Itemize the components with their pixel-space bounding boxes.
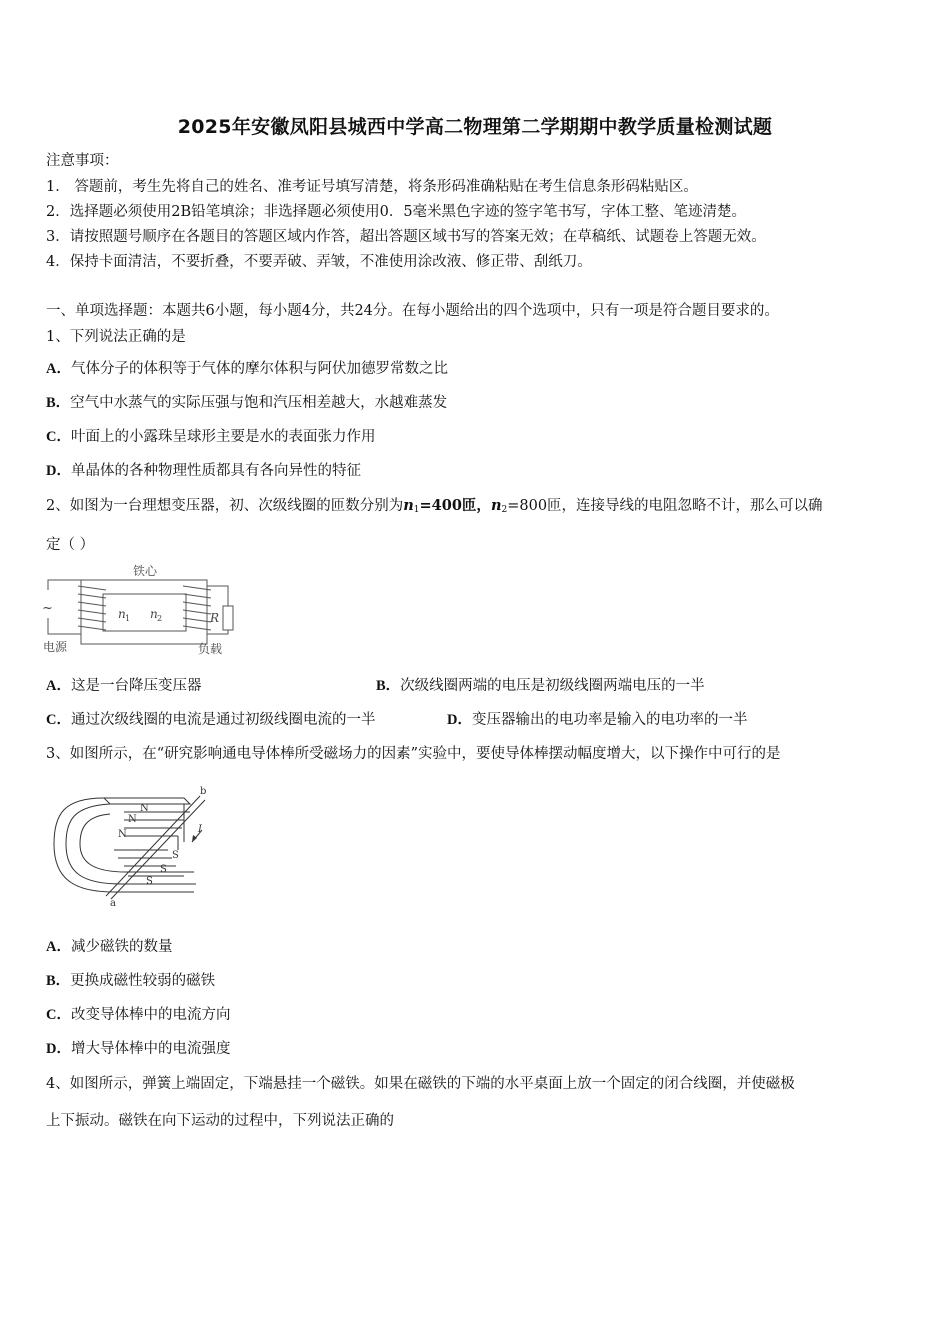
pole-label-n1: N [140,803,149,814]
q2-stem-line2: 定（ ） [46,537,95,553]
primary-wire-top [48,580,81,590]
notice-item-2: 2．选择题必须使用2B铅笔填涂；非选择题必须使用0．5毫米黑色字迹的签字笔书写，字体工整、笔迹清楚。 [46,204,747,220]
secondary-wire-top [207,586,228,606]
pole-label-n3: N [118,829,127,840]
n1-label: n [118,607,126,621]
pole-label-s2: S [160,864,167,875]
load-label: 负载 [198,642,223,656]
q1-option-d [46,461,361,481]
option-letter: D． [46,1041,71,1057]
q2-stem-line1 [46,496,823,520]
option-text: 减少磁铁的数量 [70,939,173,955]
iron-core-inner [103,594,186,631]
pole-label-s3: S [146,876,153,887]
source-label: 电源 [43,640,68,654]
q2-n2: n [490,497,502,514]
q3-option-b [46,971,215,991]
section-heading: 一、单项选择题：本题共6小题，每小题4分，共24分。在每小题给出的四个选项中，只有一项是符合题目要求的。 [46,303,779,319]
option-letter: C． [46,712,71,728]
primary-wire-bottom [48,618,81,634]
transformer-figure [40,562,240,660]
q3-option-d [46,1039,230,1059]
option-text: 气体分子的体积等于气体的摩尔体积与阿伏加德罗常数之比 [70,361,448,377]
q2-option-c [46,710,375,730]
q1-option-a [46,359,448,379]
q1-option-c [46,427,375,447]
q3-option-a [46,937,172,957]
page-title: 2025年安徽凤阳县城西中学高二物理第二学期期中教学质量检测试题 [177,116,773,138]
q2-n2-value: =800匝，连接导线的电阻忽略不计，那么可以确 [507,498,823,514]
resistor-label: R [210,611,220,625]
secondary-wire-bottom [207,630,228,634]
option-text: 空气中水蒸气的实际压强与饱和汽压相差越大，水越难蒸发 [70,395,448,411]
pole-label-n2: N [128,814,137,825]
option-text: 单晶体的各种物理性质都具有各向异性的特征 [70,463,361,479]
ac-source-symbol: ~ [42,601,53,616]
q2-option-b [376,676,705,696]
option-letter: C． [46,1007,71,1023]
current-label: I [198,824,202,835]
pole-label-s1: S [172,850,179,861]
q2-n1-value: =400匝， [419,497,491,514]
notice-item-1: 1． 答题前，考生先将自己的姓名、准考证号填写清楚，将条形码准确粘贴在考生信息条形码粘贴区。 [46,179,698,195]
core-label: 铁心 [133,564,158,578]
q2-stem-a: 2、如图为一台理想变压器，初、次级线圈的匝数分别为 [46,498,404,514]
rod-end-b: b [200,786,207,797]
q2-option-d [447,710,747,730]
q3-stem: 3、如图所示，在“研究影响通电导体棒所受磁场力的因素”实验中，要使导体棒摆动幅度增大，以下操作中可行的是 [46,746,781,762]
q1-option-b [46,393,447,413]
rod-end-a: a [110,898,116,906]
magnet-rod-figure [44,784,214,906]
option-letter: B． [376,678,401,694]
q2-n1-sub: 1 [413,505,420,515]
option-letter: B． [46,395,71,411]
n2-label: n [150,607,158,621]
n1-label-sub: 1 [125,614,131,623]
notice-item-4: 4．保持卡面清洁，不要折叠，不要弄破、弄皱，不准使用涂改液、修正带、刮纸刀。 [46,254,592,270]
q2-option-a [46,676,201,696]
q2-n1: n [403,497,414,514]
option-text: 通过次级线圈的电流是通过初级线圈电流的一半 [70,712,376,728]
option-text: 这是一台降压变压器 [70,678,202,694]
notice-item-3: 3．请按照题号顺序在各题目的答题区域内作答，超出答题区域书写的答案无效；在草稿纸、试题卷上答题无效。 [46,229,766,245]
option-letter: D． [46,463,71,479]
option-text: 叶面上的小露珠呈球形主要是水的表面张力作用 [70,429,376,445]
option-letter: A． [46,939,71,955]
load-resistor [223,606,233,630]
option-text: 次级线圈两端的电压是初级线圈两端电压的一半 [400,678,705,694]
option-letter: B． [46,973,71,989]
option-text: 更换成磁性较弱的磁铁 [70,973,216,989]
option-text: 改变导体棒中的电流方向 [70,1007,231,1023]
q2-n2-sub: 2 [501,505,508,515]
notice-heading: 注意事项： [46,153,119,169]
option-text: 变压器输出的电功率是输入的电功率的一半 [471,712,748,728]
option-text: 增大导体棒中的电流强度 [70,1041,231,1057]
n2-label-sub: 2 [157,614,163,623]
option-letter: D． [447,712,472,728]
q4-stem-line2: 上下振动。磁铁在向下运动的过程中，下列说法正确的 [46,1113,394,1129]
option-letter: A． [46,361,71,377]
option-letter: A． [46,678,71,694]
q4-stem-line1: 4、如图所示，弹簧上端固定，下端悬挂一个磁铁。如果在磁铁的下端的水平桌面上放一个固定的闭合线圈，并使磁极 [46,1076,795,1092]
q1-stem: 1、下列说法正确的是 [46,329,186,345]
option-letter: C． [46,429,71,445]
primary-coil [78,586,106,630]
current-arrow-head [192,835,197,842]
q3-option-c [46,1005,230,1025]
